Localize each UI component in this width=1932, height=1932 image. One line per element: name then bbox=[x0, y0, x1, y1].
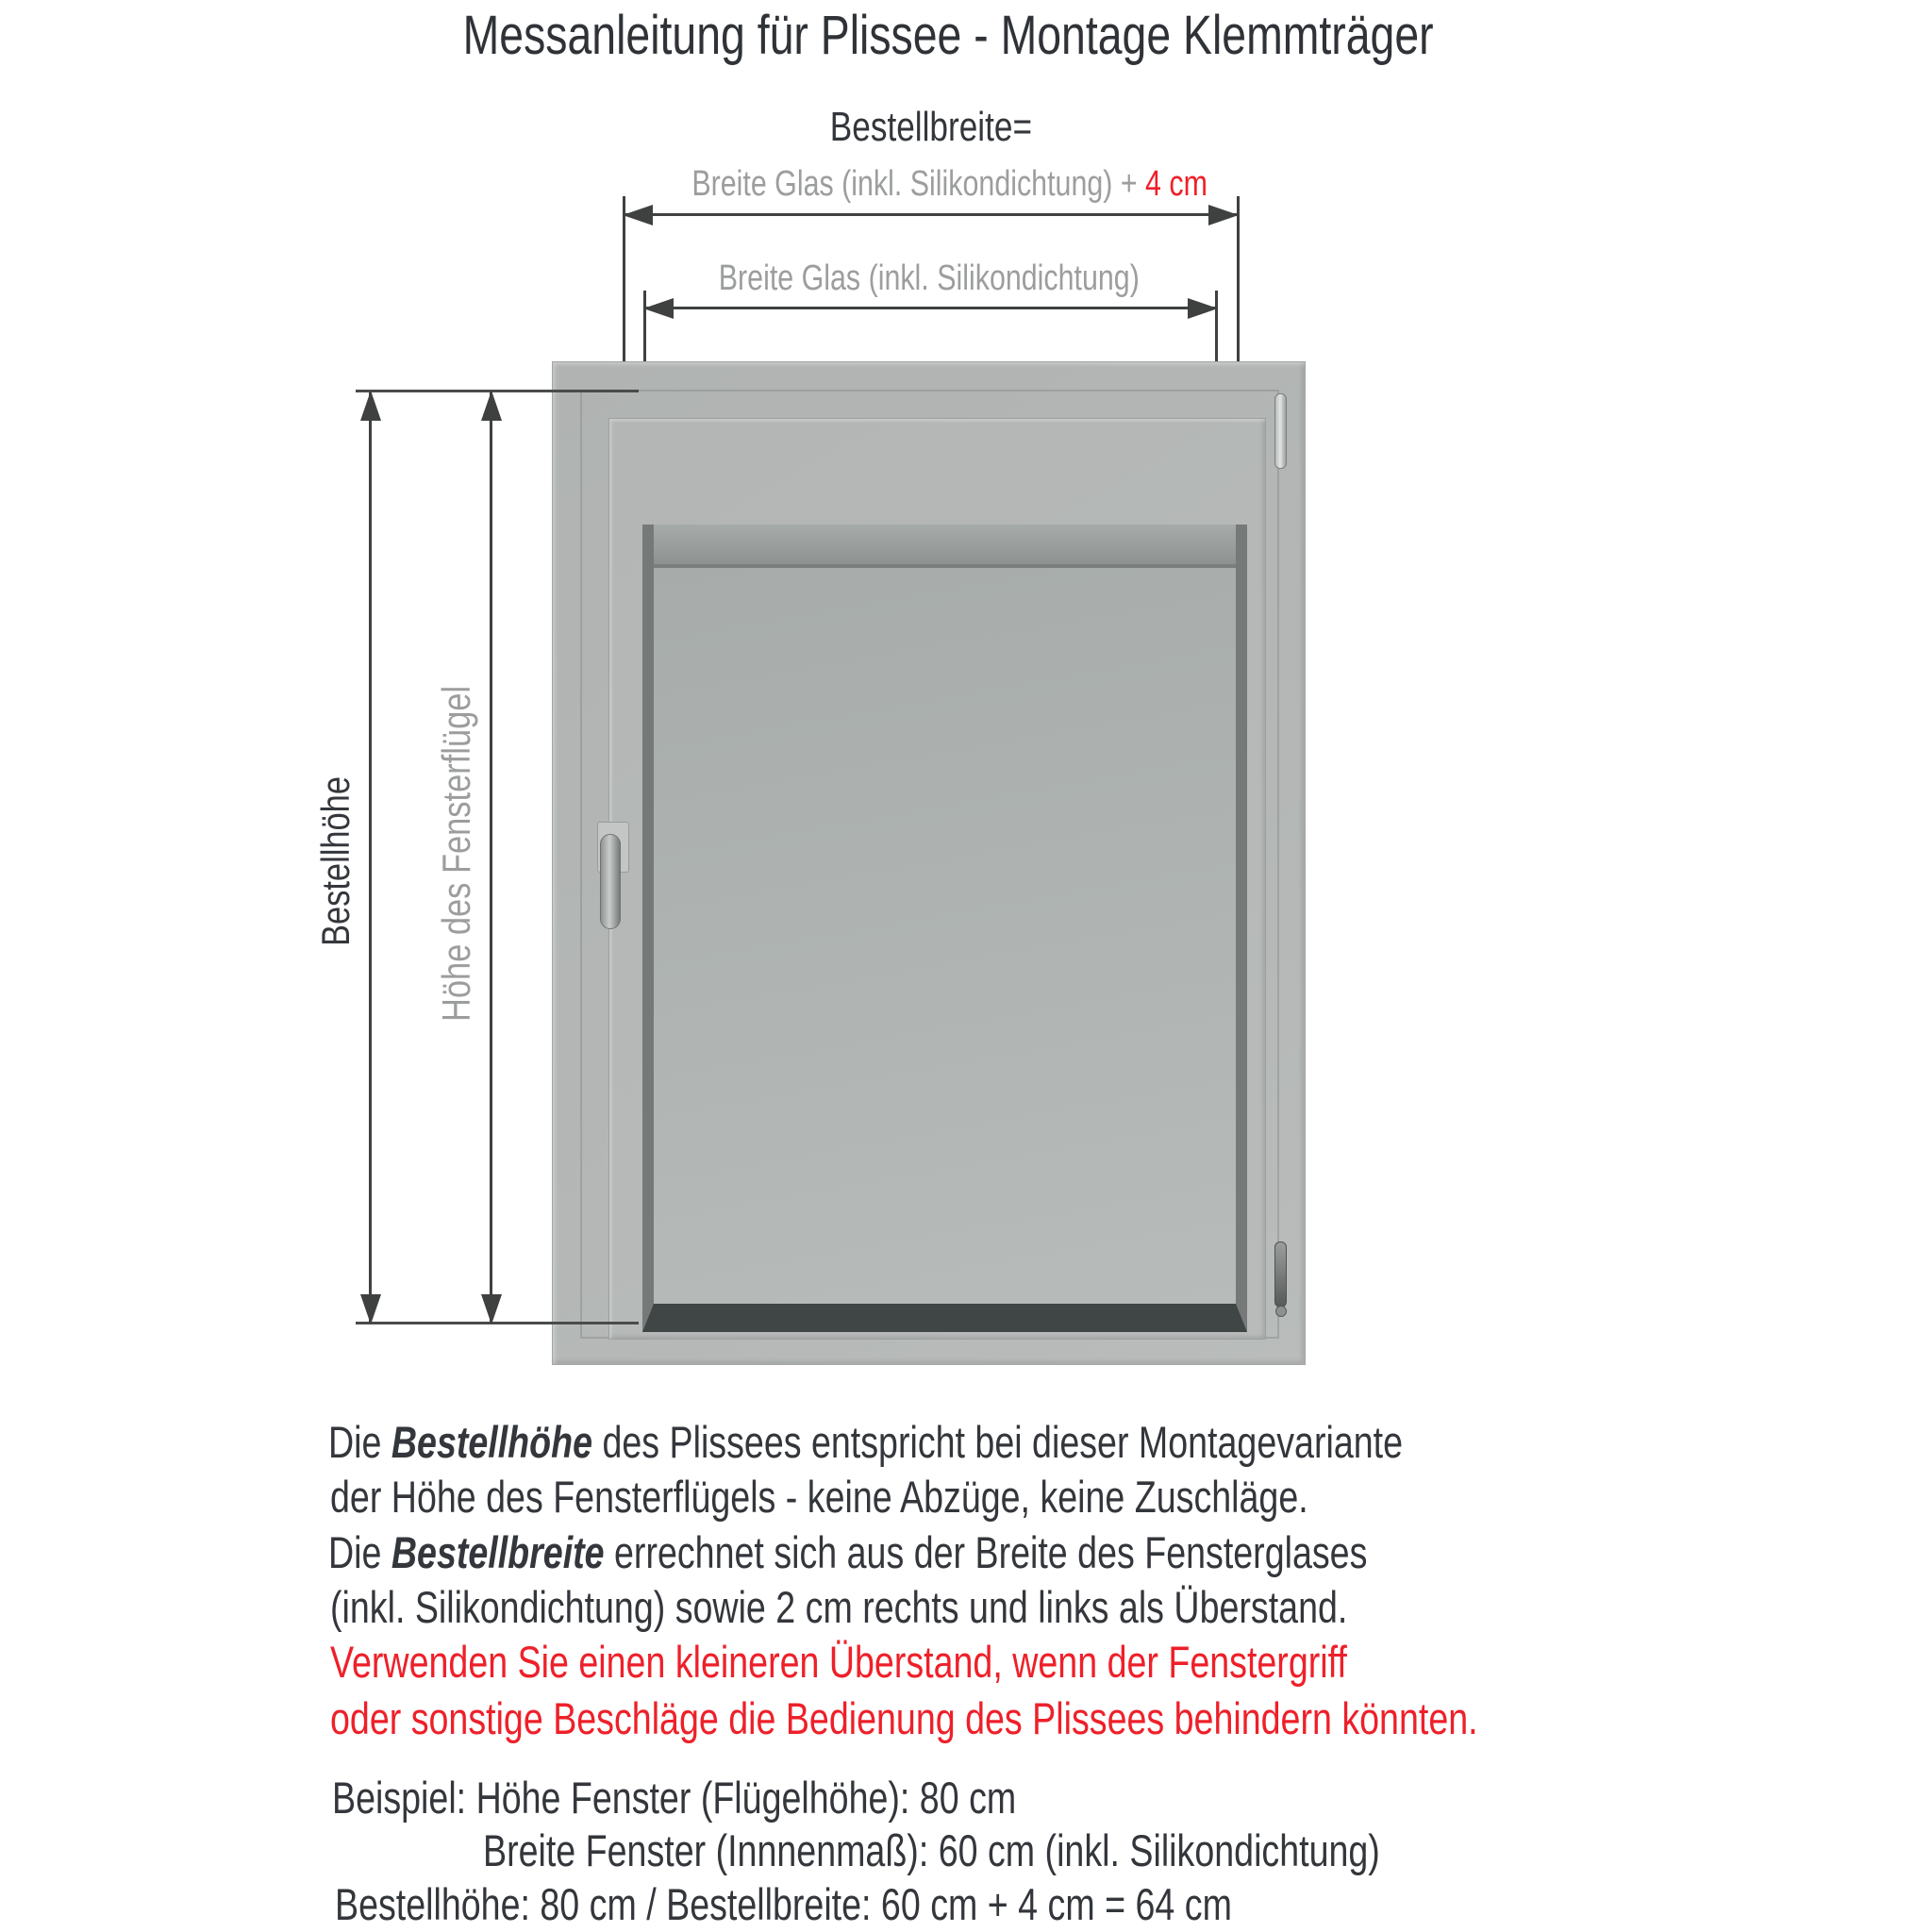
order-height-term: Bestellhöhe bbox=[391, 1417, 592, 1467]
glass-width-label bbox=[627, 258, 1231, 299]
example-line-2: Breite Fenster (Innnenmaß): 60 cm (inkl. Silikondichtung) bbox=[483, 1825, 1380, 1875]
page-title bbox=[341, 5, 1474, 66]
order-width-label-text: Bestellbreite= bbox=[829, 104, 1033, 150]
warning-line-2: oder sonstige Beschläge die Bedienung des Plissees behindern könnten. bbox=[330, 1693, 1478, 1743]
order-width-term: Bestellbreite bbox=[391, 1527, 605, 1577]
paragraph-line-4: (inkl. Silikondichtung) sowie 2 cm rechts und links als Überstand. bbox=[330, 1582, 1348, 1632]
window-hinge-bottom-foot bbox=[1275, 1306, 1287, 1317]
window-hinge-bottom bbox=[1274, 1241, 1287, 1307]
glass-width-plus-label-gray: Breite Glas (inkl. Silikondichtung) + bbox=[691, 164, 1146, 204]
window-glazing bbox=[642, 525, 1247, 1332]
paragraph-line-2: der Höhe des Fensterflügels - keine Abzüge, keine Zuschläge. bbox=[330, 1472, 1308, 1522]
plissee-headrail bbox=[654, 525, 1236, 568]
glass-width-arrow bbox=[644, 307, 1217, 309]
paragraph-line-3: Die Bestellbreite errechnet sich aus der Breite des Fensterglases bbox=[328, 1527, 1368, 1577]
glass-width-plus-label-red: 4 cm bbox=[1145, 164, 1208, 204]
window-hinge-top bbox=[1274, 393, 1287, 469]
window-glass bbox=[654, 568, 1236, 1304]
sash-height-arrow bbox=[490, 392, 492, 1323]
paragraph-line-1: Die Bestellhöhe des Plissees entspricht bei dieser Montagevariante bbox=[328, 1417, 1403, 1467]
page-title-text: Messanleitung für Plissee - Montage Klemmträger bbox=[462, 5, 1434, 66]
order-width-arrow bbox=[624, 213, 1238, 216]
order-height-arrow bbox=[369, 392, 372, 1323]
order-height-label-text: Bestellhöhe bbox=[313, 776, 358, 946]
warning-line-1: Verwenden Sie einen kleineren Überstand, wenn der Fenstergriff bbox=[330, 1637, 1347, 1687]
glass-width-label-text: Breite Glas (inkl. Silikondichtung) bbox=[718, 258, 1141, 298]
example-line-1: Beispiel: Höhe Fenster (Flügelhöhe): 80 cm bbox=[332, 1773, 1017, 1823]
example-line-3: Bestellhöhe: 80 cm / Bestellbreite: 60 cm + 4 cm = 64 cm bbox=[335, 1879, 1232, 1929]
sash-height-label-text: Höhe des Fensterflügel bbox=[434, 685, 478, 1023]
order-width-label bbox=[648, 104, 1214, 151]
glass-width-plus-label bbox=[627, 164, 1231, 205]
window-handle bbox=[600, 834, 621, 929]
